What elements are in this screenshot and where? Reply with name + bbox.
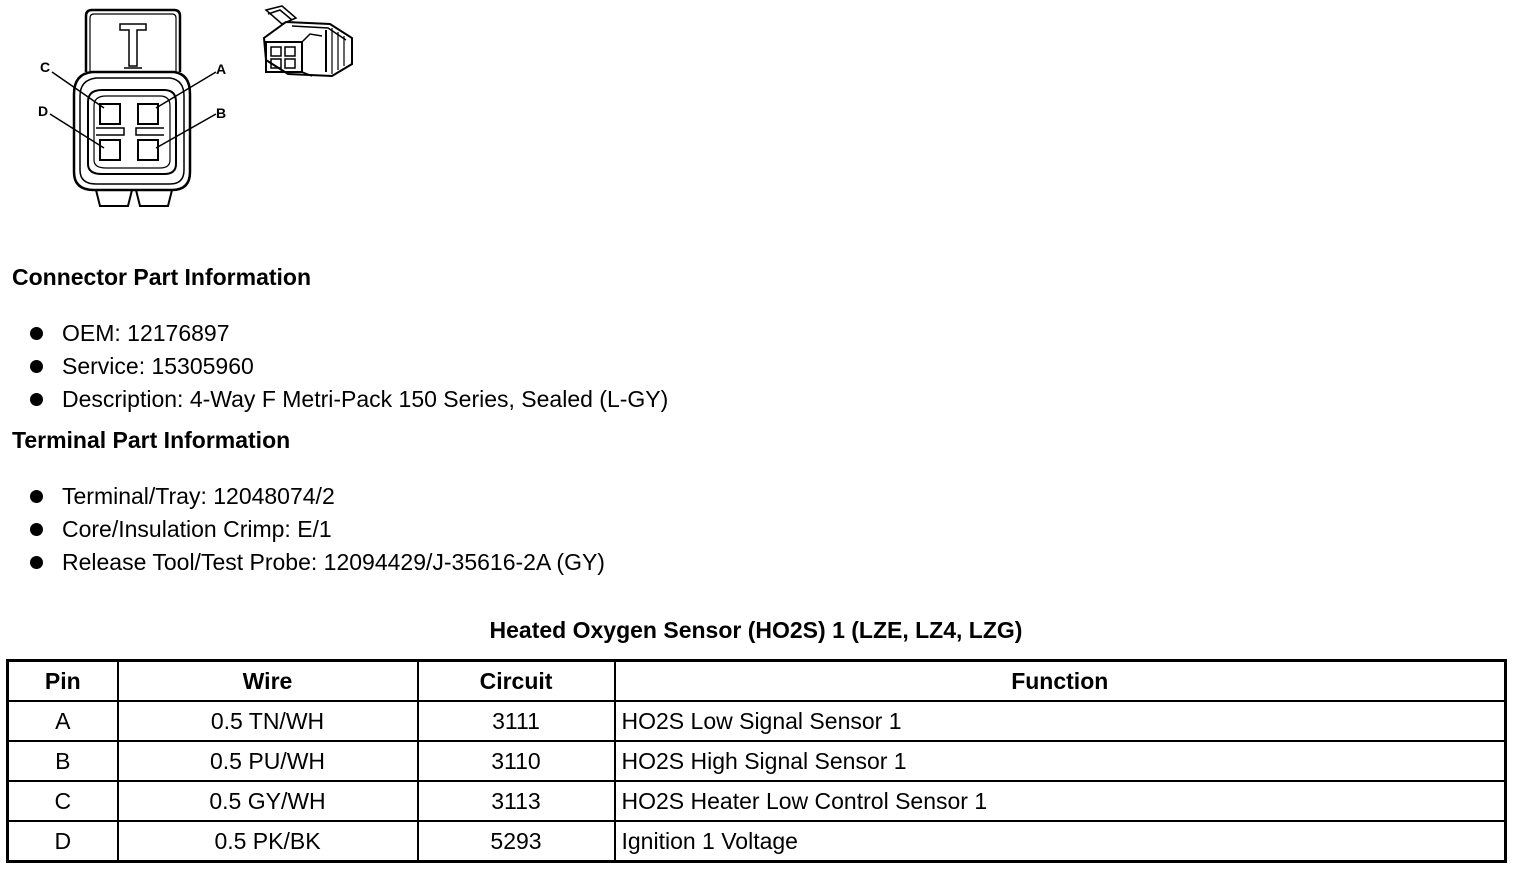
table-header-row xyxy=(8,661,1506,702)
table-row xyxy=(8,821,1506,862)
terminal-part-info-list xyxy=(30,480,605,579)
bullet-icon xyxy=(30,490,43,503)
cell-function: HO2S Heater Low Control Sensor 1 xyxy=(615,781,1506,821)
cell-pin: A xyxy=(8,701,118,741)
pinout-table xyxy=(6,659,1507,863)
pin-label-b: B xyxy=(216,105,227,121)
cell-pin: D xyxy=(8,821,118,862)
connector-part-info-list xyxy=(30,317,668,416)
terminal-part-info-heading: Terminal Part Information xyxy=(12,427,291,453)
table-row xyxy=(8,741,1506,781)
bullet-icon xyxy=(30,360,43,373)
cell-pin: C xyxy=(8,781,118,821)
terminal-release-tool: Release Tool/Test Probe: 12094429/J-35616-2A (GY) xyxy=(62,549,605,575)
cell-function: Ignition 1 Voltage xyxy=(615,821,1506,862)
bullet-icon xyxy=(30,327,43,340)
list-item xyxy=(30,546,605,579)
list-item xyxy=(30,383,668,416)
list-item xyxy=(30,513,605,546)
list-item xyxy=(30,480,605,513)
cell-circuit: 3110 xyxy=(418,741,615,781)
connector-photo xyxy=(252,2,362,86)
cell-circuit: 3113 xyxy=(418,781,615,821)
cell-wire: 0.5 PK/BK xyxy=(118,821,418,862)
column-header-wire: Wire xyxy=(118,661,418,702)
pin-label-c: C xyxy=(40,59,51,75)
cell-function: HO2S Low Signal Sensor 1 xyxy=(615,701,1506,741)
table-caption: Heated Oxygen Sensor (HO2S) 1 (LZE, LZ4, LZG) xyxy=(489,617,1023,643)
bullet-icon xyxy=(30,556,43,569)
terminal-tray: Terminal/Tray: 12048074/2 xyxy=(62,483,335,509)
table-row xyxy=(8,701,1506,741)
cell-wire: 0.5 GY/WH xyxy=(118,781,418,821)
connector-description: Description: 4-Way F Metri-Pack 150 Series, Sealed (L-GY) xyxy=(62,386,669,412)
bullet-icon xyxy=(30,393,43,406)
cell-pin: B xyxy=(8,741,118,781)
column-header-circuit: Circuit xyxy=(418,661,615,702)
cell-wire: 0.5 TN/WH xyxy=(118,701,418,741)
cell-wire: 0.5 PU/WH xyxy=(118,741,418,781)
bullet-icon xyxy=(30,523,43,536)
cell-circuit: 3111 xyxy=(418,701,615,741)
list-item xyxy=(30,317,668,350)
connector-oem: OEM: 12176897 xyxy=(62,320,230,346)
connector-face-diagram xyxy=(28,2,238,214)
list-item xyxy=(30,350,668,383)
column-header-function: Function xyxy=(615,661,1506,702)
pin-label-a: A xyxy=(216,61,227,77)
column-header-pin: Pin xyxy=(8,661,118,702)
pin-label-d: D xyxy=(38,103,49,119)
connector-part-info-heading: Connector Part Information xyxy=(12,264,312,290)
terminal-crimp: Core/Insulation Crimp: E/1 xyxy=(62,516,332,542)
connector-service: Service: 15305960 xyxy=(62,353,254,379)
cell-circuit: 5293 xyxy=(418,821,615,862)
cell-function: HO2S High Signal Sensor 1 xyxy=(615,741,1506,781)
table-row xyxy=(8,781,1506,821)
